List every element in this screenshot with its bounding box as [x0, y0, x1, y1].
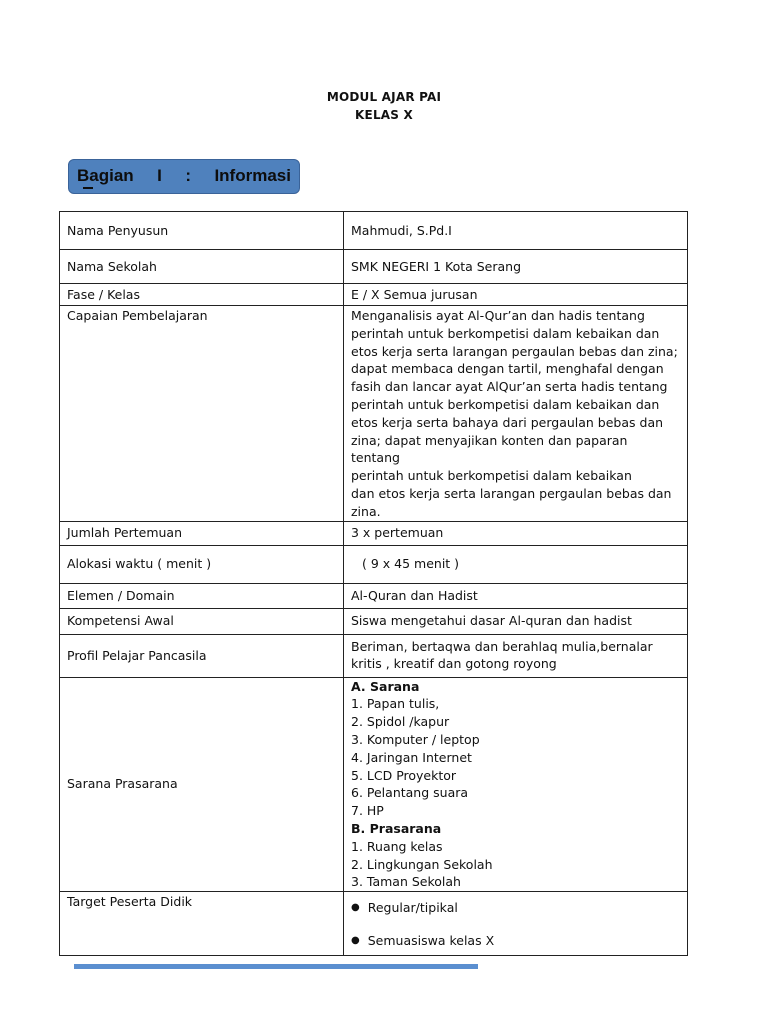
row-value: Mahmudi, S.Pd.I [344, 212, 688, 250]
table-row [60, 284, 688, 306]
row-label: Fase / Kelas [60, 284, 344, 306]
profil-line: Beriman, bertaqwa dan berahlaq mulia,bernalar [351, 638, 653, 654]
capaian-line: zina; dapat menyajikan konten dan paparan tentang [351, 432, 628, 466]
target-item: Regular/tipikal [367, 900, 458, 916]
row-label: Nama Sekolah [60, 250, 344, 284]
table-row [60, 892, 688, 956]
section-badge-text [77, 166, 291, 186]
row-value-sarana [344, 677, 688, 892]
profil-line: kritis , kreatif dan gotong royong [351, 656, 557, 672]
list-item: 2. Spidol /kapur [351, 714, 450, 730]
row-label: Kompetensi Awal [60, 608, 344, 634]
capaian-line: perintah untuk berkompetisi dalam kebaikan [351, 468, 632, 484]
capaian-line: zina. [351, 503, 381, 519]
row-value: E / X Semua jurusan [344, 284, 688, 306]
section-badge [68, 159, 300, 194]
badge-word-informasi: Informasi [214, 166, 291, 185]
badge-word-colon: : [185, 166, 191, 185]
row-value: Al-Quran dan Hadist [344, 583, 688, 608]
table-row [60, 634, 688, 677]
list-item: 4. Jaringan Internet [351, 749, 472, 765]
badge-word-numeral: I [157, 166, 162, 185]
capaian-line: perintah untuk berkompetisi dalam kebaikan dan [351, 396, 660, 412]
list-item [351, 899, 680, 917]
capaian-line: etos kerja serta bahaya dari pergaulan bebas dan [351, 414, 664, 430]
capaian-line: perintah untuk berkompetisi dalam kebaikan dan [351, 325, 660, 341]
bullet-icon: ● [351, 902, 360, 914]
list-item: 3. Komputer / leptop [351, 731, 480, 747]
info-table [59, 211, 688, 956]
capaian-line: Menganalisis ayat Al-Qur’an dan hadis tentang [351, 308, 645, 323]
sarana-heading: A. Sarana [351, 678, 420, 694]
table-row [60, 608, 688, 634]
list-item: 3. Taman Sekolah [351, 874, 461, 890]
bullet-icon: ● [351, 934, 360, 946]
list-item [351, 932, 680, 950]
row-value: 3 x pertemuan [344, 521, 688, 545]
capaian-line: fasih dan lancar ayat AlQur’an serta hadis tentang [351, 379, 668, 395]
row-label: Alokasi waktu ( menit ) [60, 545, 344, 583]
prasarana-heading: B. Prasarana [351, 820, 442, 836]
row-label: Profil Pelajar Pancasila [60, 634, 344, 677]
row-label: Jumlah Pertemuan [60, 521, 344, 545]
table-row [60, 521, 688, 545]
list-item: 5. LCD Proyektor [351, 767, 457, 783]
table-row [60, 545, 688, 583]
row-value: ( 9 x 45 menit ) [344, 545, 688, 583]
table-row [60, 306, 688, 522]
target-item: Semuasiswa kelas X [367, 932, 495, 948]
row-label: Elemen / Domain [60, 583, 344, 608]
list-item: 7. HP [351, 803, 384, 819]
list-item: 1. Papan tulis, [351, 696, 440, 712]
badge-word-bagian: Bagian [77, 166, 134, 185]
table-row [60, 677, 688, 892]
row-value: Siswa mengetahui dasar Al-quran dan hadist [344, 608, 688, 634]
document-subtitle: KELAS X [355, 108, 413, 122]
capaian-line: etos kerja serta larangan pergaulan bebas dan zina; [351, 343, 678, 359]
document-title: MODUL AJAR PAI [326, 90, 442, 104]
list-item: 6. Pelantang suara [351, 785, 469, 801]
table-row [60, 250, 688, 284]
row-value: SMK NEGERI 1 Kota Serang [344, 250, 688, 284]
document-header [0, 88, 768, 124]
footer-bar [74, 964, 478, 969]
table-row [60, 212, 688, 250]
table-row [60, 583, 688, 608]
capaian-line: dan etos kerja serta larangan pergaulan bebas dan [351, 485, 672, 501]
row-value-capaian [344, 306, 688, 522]
row-label: Capaian Pembelajaran [60, 306, 344, 522]
row-label: Nama Penyusun [60, 212, 344, 250]
row-value-profil [344, 634, 688, 677]
capaian-line: dapat membaca dengan tartil, menghafal dengan [351, 361, 664, 377]
row-label: Target Peserta Didik [60, 892, 344, 956]
list-item: 2. Lingkungan Sekolah [351, 856, 493, 872]
row-label: Sarana Prasarana [60, 677, 344, 892]
list-item: 1. Ruang kelas [351, 838, 443, 854]
badge-clipped-text [83, 187, 93, 194]
row-value-target [344, 892, 688, 956]
